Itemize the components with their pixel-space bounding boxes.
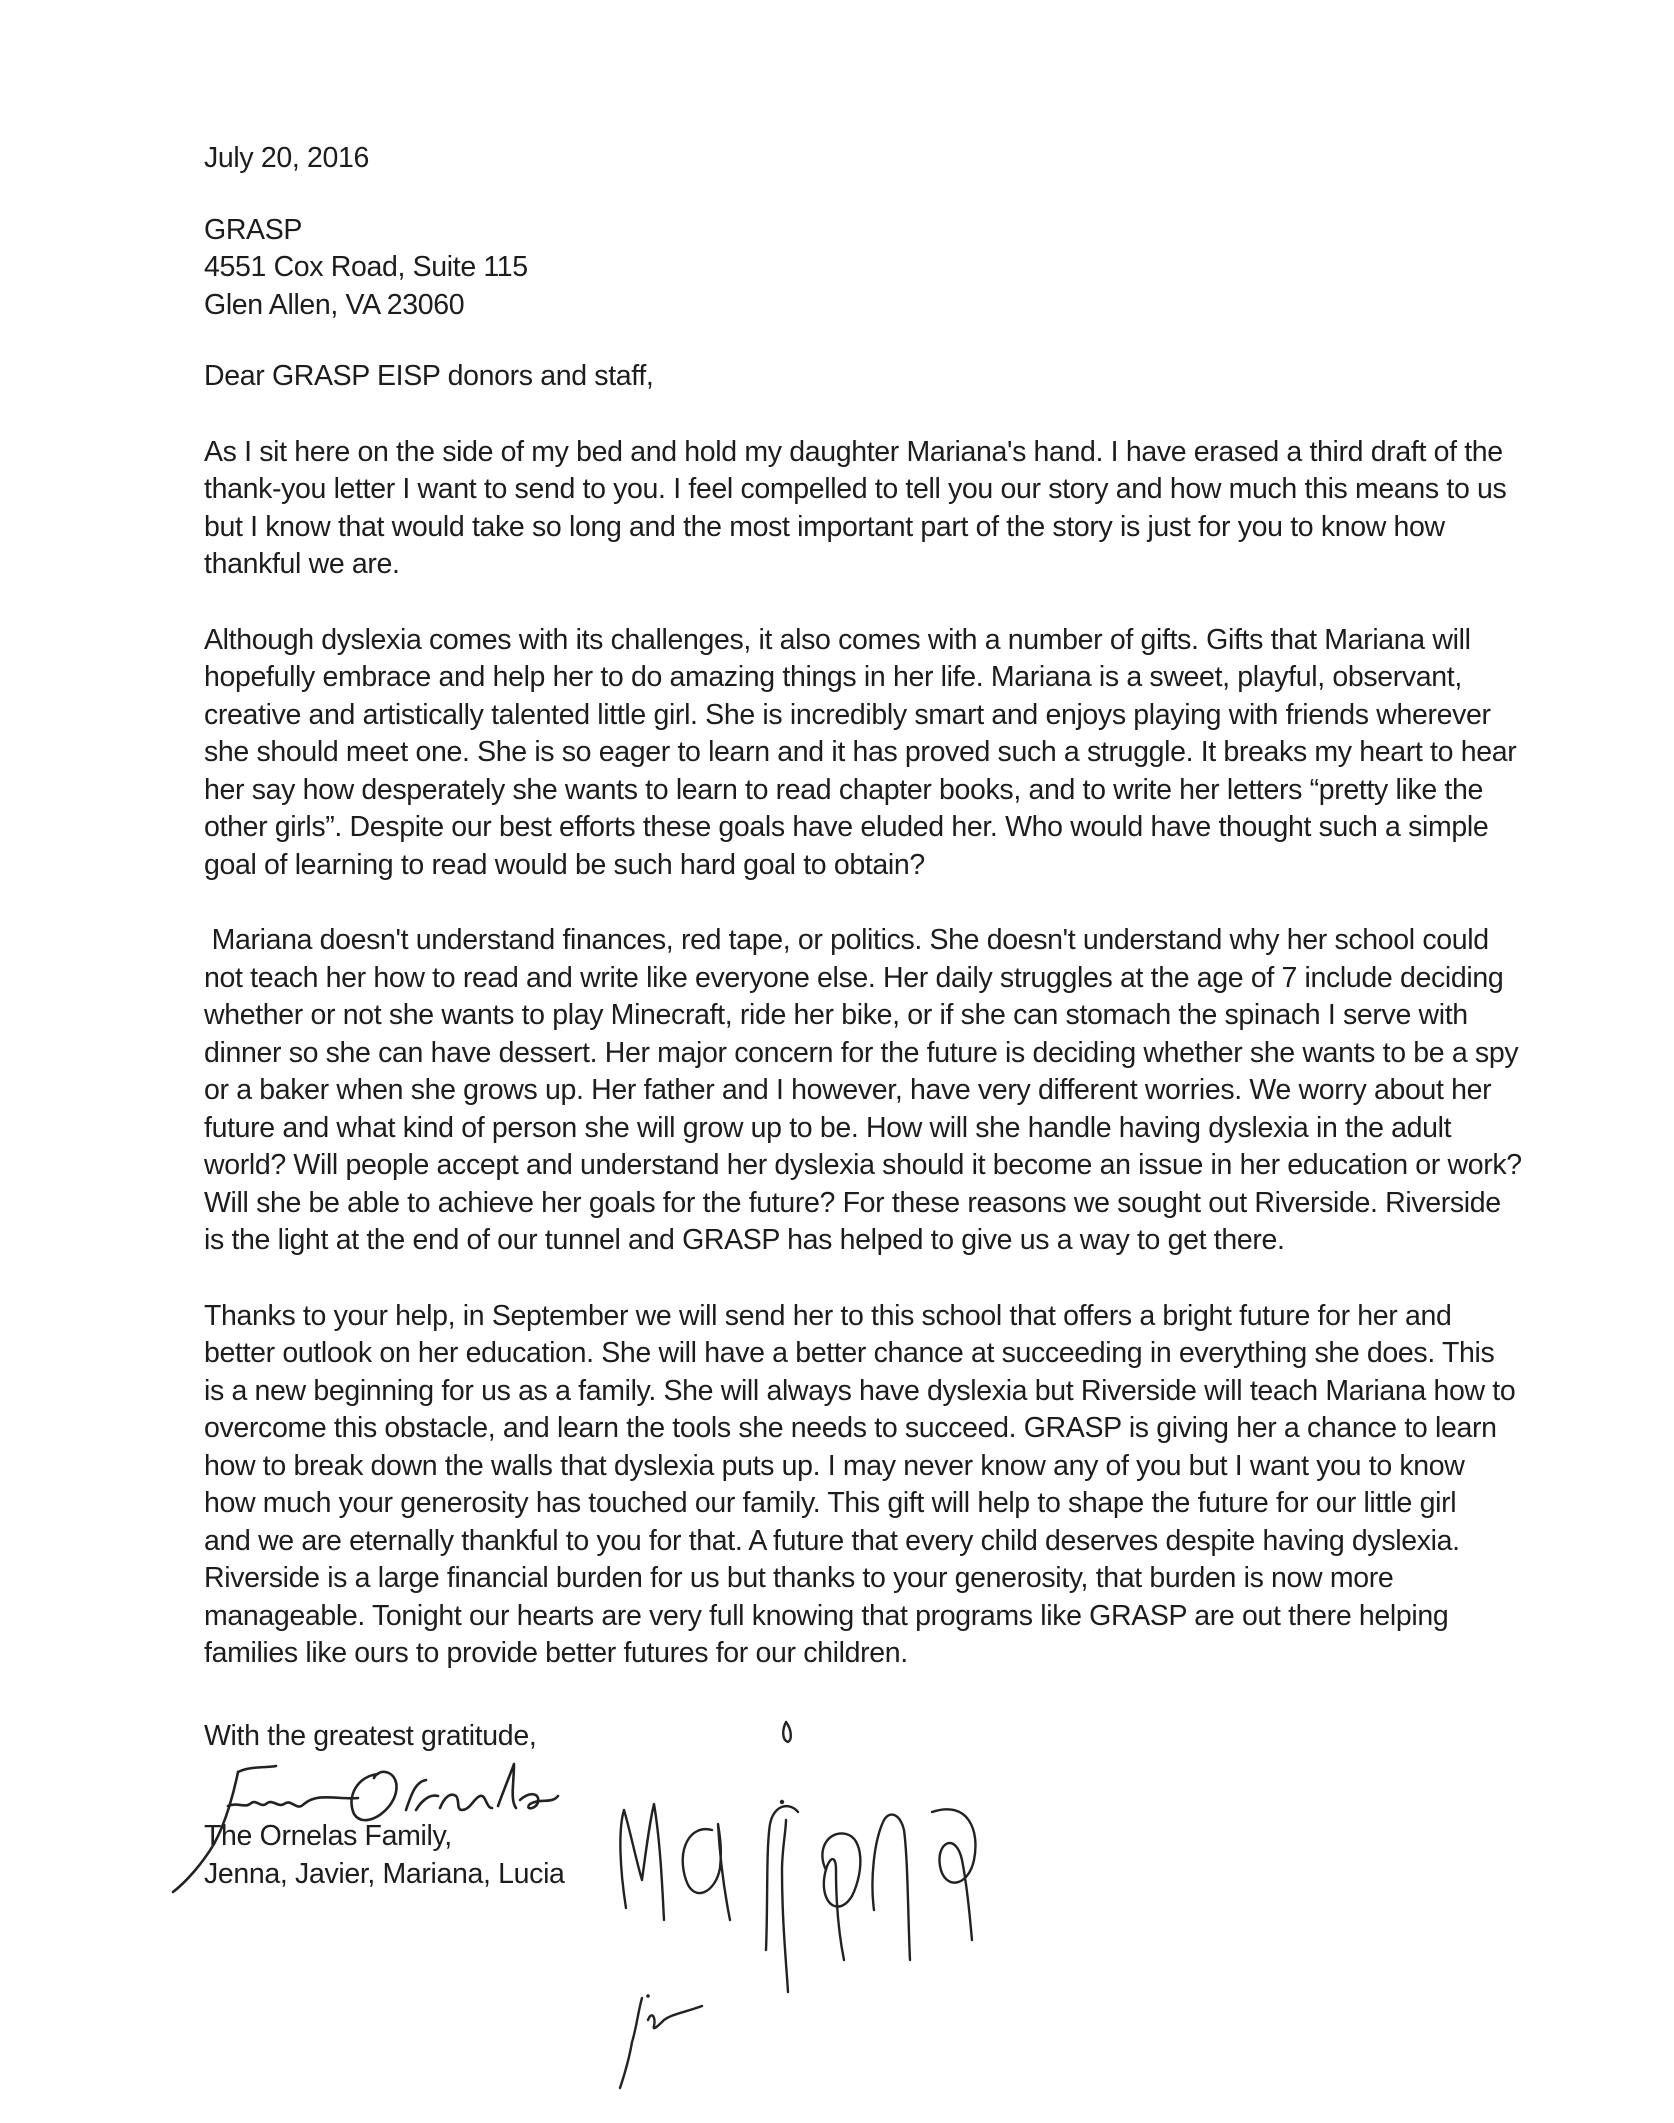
paragraph-3 <box>204 922 1522 1260</box>
recipient-address <box>204 212 1504 325</box>
recipient-street: 4551 Cox Road, Suite 115 <box>204 251 528 283</box>
letter-body <box>204 140 1522 1711</box>
text-line: is the light at the end of our tunnel and GRASP has helped to give us a way to get there. <box>204 1224 1285 1256</box>
closing-line: With the greatest gratitude, <box>204 1720 537 1752</box>
text-line: or a baker when she grows up. Her father and I however, have very different worries. We worry about her <box>204 1074 1492 1106</box>
text-line: she should meet one. She is so eager to learn and it has proved such a struggle. It breaks my heart to hear <box>204 736 1517 768</box>
signature-block <box>204 1818 565 1893</box>
text-line: Thanks to your help, in September we will send her to this school that offers a bright future for her and <box>204 1299 1452 1332</box>
text-line: thank-you letter I want to send to you. I feel compelled to tell you our story and how much this means to us <box>204 473 1507 505</box>
paragraph-4 <box>204 1298 1516 1673</box>
handwritten-signature-child <box>590 1720 1060 2100</box>
recipient-city: Glen Allen, VA 23060 <box>204 288 465 321</box>
text-line: is a new beginning for us as a family. She will always have dyslexia but Riverside will teach Mariana how to <box>204 1374 1516 1407</box>
text-line: but I know that would take so long and the most important part of the story is just for you to know how <box>204 510 1445 543</box>
text-line: Will she be able to achieve her goals for the future? For these reasons we sought out Riverside. Riverside <box>204 1186 1501 1219</box>
text-line: not teach her how to read and write like everyone else. Her daily struggles at the age of 7 include deciding <box>204 961 1504 994</box>
text-line: Although dyslexia comes with its challenges, it also comes with a number of gifts. Gifts that Mariana will <box>204 623 1471 656</box>
text-line: how to break down the walls that dyslexia puts up. I may never know any of you but I want you to know <box>204 1449 1465 1482</box>
text-line: Riverside is a large financial burden for us but thanks to your generosity, that burden is now more <box>204 1562 1394 1594</box>
text-line: creative and artistically talented little girl. She is incredibly smart and enjoys playing with friends wherever <box>204 698 1491 731</box>
text-line: better outlook on her education. She will have a better chance at succeeding in everything she does. This <box>204 1337 1495 1369</box>
text-line: and we are eternally thankful to you for that. A future that every child deserves despite having dyslexia. <box>204 1524 1460 1557</box>
paragraph-2 <box>204 622 1517 885</box>
text-line: other girls”. Despite our best efforts these goals have eluded her. Who would have thought such a simple <box>204 811 1489 843</box>
text-line: overcome this obstacle, and learn the tools she needs to succeed. GRASP is giving her a chance to learn <box>204 1412 1497 1444</box>
text-line: thankful we are. <box>204 548 400 580</box>
text-line: her say how desperately she wants to learn to read chapter books, and to write her letters “pretty like the <box>204 773 1483 806</box>
family-name: The Ornelas Family, <box>204 1820 452 1852</box>
text-line: how much your generosity has touched our family. This gift will help to shape the future for our little girl <box>204 1487 1457 1519</box>
recipient-name: GRASP <box>204 213 303 246</box>
paragraph-1 <box>204 434 1507 584</box>
family-members: Jenna, Javier, Mariana, Lucia <box>204 1857 565 1890</box>
letter-date: July 20, 2016 <box>204 142 369 174</box>
text-line: world? Will people accept and understand her dyslexia should it become an issue in her education or work? <box>204 1149 1522 1181</box>
text-line: future and what kind of person she will grow up to be. How will she handle having dyslexia in the adult <box>204 1111 1452 1144</box>
salutation: Dear GRASP EISP donors and staff, <box>204 360 654 392</box>
text-line: goal of learning to read would be such hard goal to obtain? <box>204 848 925 881</box>
text-line: Mariana doesn't understand finances, red tape, or politics. She doesn't understand why her school could <box>204 924 1489 956</box>
text-line: hopefully embrace and help her to do amazing things in her life. Mariana is a sweet, playful, observant, <box>204 661 1462 693</box>
text-line: manageable. Tonight our hearts are very full knowing that programs like GRASP are out there helping <box>204 1599 1449 1632</box>
text-line: dinner so she can have dessert. Her major concern for the future is deciding whether she wants to be a spy <box>204 1036 1519 1069</box>
text-line: whether or not she wants to play Minecraft, ride her bike, or if she can stomach the spinach I serve with <box>204 999 1468 1031</box>
text-line: families like ours to provide better futures for our children. <box>204 1637 908 1669</box>
text-line: As I sit here on the side of my bed and hold my daughter Mariana's hand. I have erased a third draft of the <box>204 435 1503 468</box>
